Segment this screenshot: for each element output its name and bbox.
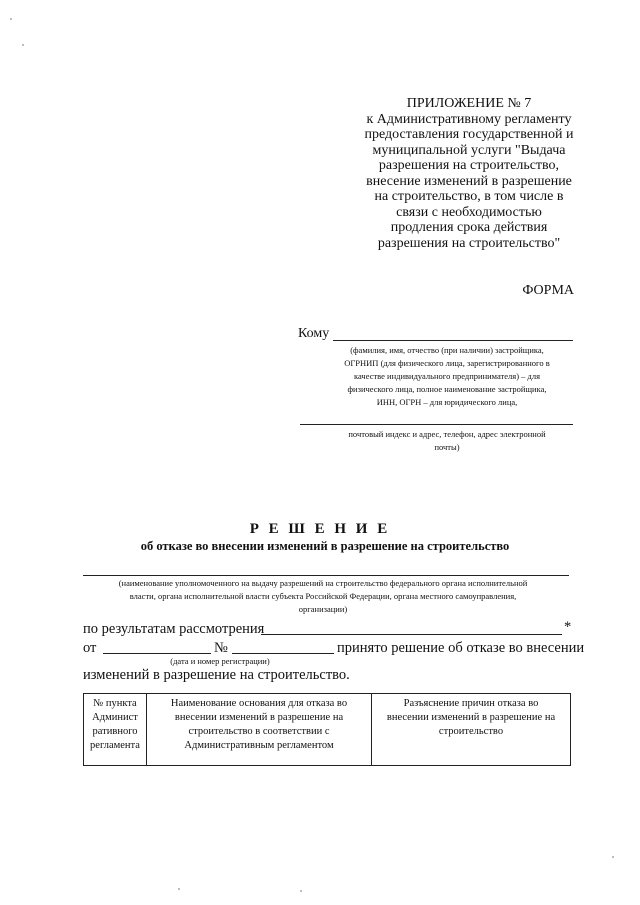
table-header-cell — [147, 694, 372, 766]
note-line: почты) — [434, 442, 460, 452]
registration-number-line[interactable] — [232, 653, 334, 654]
decision-subtitle: об отказе во внесении изменений в разрешение на строительство — [140, 539, 510, 553]
recipient-address-note — [322, 428, 572, 454]
header-line: ративного — [92, 726, 138, 737]
note-line: качестве индивидуального предпринимателя) – для — [354, 371, 540, 381]
recipient-note — [322, 344, 572, 409]
note-line: ОГРНИП (для физического лица, зарегистрированного в — [344, 358, 550, 368]
appendix-line: на строительство, в том числе в — [374, 189, 564, 204]
scan-speck — [22, 44, 24, 46]
note-line: ИНН, ОГРН – для юридического лица, — [376, 397, 518, 407]
appendix-line: связи с необходимостью — [396, 204, 542, 220]
header-line: Админист — [92, 712, 138, 723]
appendix-line: разрешения на строительство, — [378, 158, 560, 173]
scan-speck — [612, 856, 614, 858]
appendix-line: предоставления государственной и — [364, 127, 574, 142]
appendix-line: внесение изменений в разрешение — [366, 173, 572, 189]
review-prefix: по результатам рассмотрения — [83, 621, 265, 637]
appendix-title: ПРИЛОЖЕНИЕ № 7 — [406, 96, 532, 111]
appendix-header — [330, 96, 608, 251]
from-label: от — [83, 640, 97, 656]
organization-note — [82, 577, 564, 616]
appendix-line: к Административному регламенту — [366, 111, 572, 127]
note-line: физического лица, полное наименование застройщика, — [347, 384, 547, 394]
recipient-label: Кому — [298, 326, 330, 341]
header-line: № пункта — [93, 698, 137, 709]
header-line: строительство в соответствии с — [188, 726, 330, 737]
appendix-line: продления срока действия — [390, 220, 548, 235]
header-line: внесении изменений в разрешение на — [386, 712, 556, 723]
note-line: (наименование уполномоченного на выдачу разрешений на строительство федерального органа исполнительной — [118, 578, 528, 588]
recipient-address-line[interactable] — [300, 424, 573, 425]
header-line: внесении изменений в разрешение на — [174, 712, 344, 723]
review-subject-line[interactable] — [261, 634, 562, 635]
recipient-name-line[interactable] — [333, 340, 573, 341]
header-line: Разъяснение причин отказа во — [403, 698, 539, 709]
form-label: ФОРМА — [522, 283, 574, 298]
date-line[interactable] — [103, 653, 211, 654]
appendix-line: разрешения на строительство" — [377, 235, 561, 251]
decision-title: Р Е Ш Е Н И Е — [249, 521, 391, 537]
header-line: строительство — [438, 726, 504, 737]
note-line: (фамилия, имя, отчество (при наличии) застройщика, — [350, 345, 544, 355]
header-line: Административным регламентом — [184, 740, 334, 751]
date-number-note: (дата и номер регистрации) — [170, 656, 270, 666]
note-line: власти, органа исполнительной власти субъекта Российской Федерации, органа местного самоуправления, — [129, 591, 517, 601]
asterisk: * — [564, 619, 572, 635]
table-header-cell — [84, 694, 147, 766]
note-line: организации) — [298, 604, 348, 614]
header-line: регламента — [90, 740, 140, 751]
note-line: почтовый индекс и адрес, телефон, адрес электронной — [348, 429, 546, 439]
number-sign: № — [214, 640, 228, 656]
scan-speck — [300, 890, 302, 892]
header-line: Наименование основания для отказа во — [170, 698, 348, 709]
table-header-cell — [372, 694, 571, 766]
table-header-row — [84, 694, 571, 766]
appendix-line: муниципальной услуги "Выдача — [372, 142, 566, 158]
scan-speck — [178, 888, 180, 890]
refusal-reasons-table — [83, 693, 571, 766]
scan-speck — [10, 18, 12, 20]
statement-continuation: изменений в разрешение на строительство. — [83, 667, 350, 683]
organization-line[interactable] — [83, 575, 569, 576]
decision-statement: принято решение об отказе во внесении — [337, 640, 585, 656]
